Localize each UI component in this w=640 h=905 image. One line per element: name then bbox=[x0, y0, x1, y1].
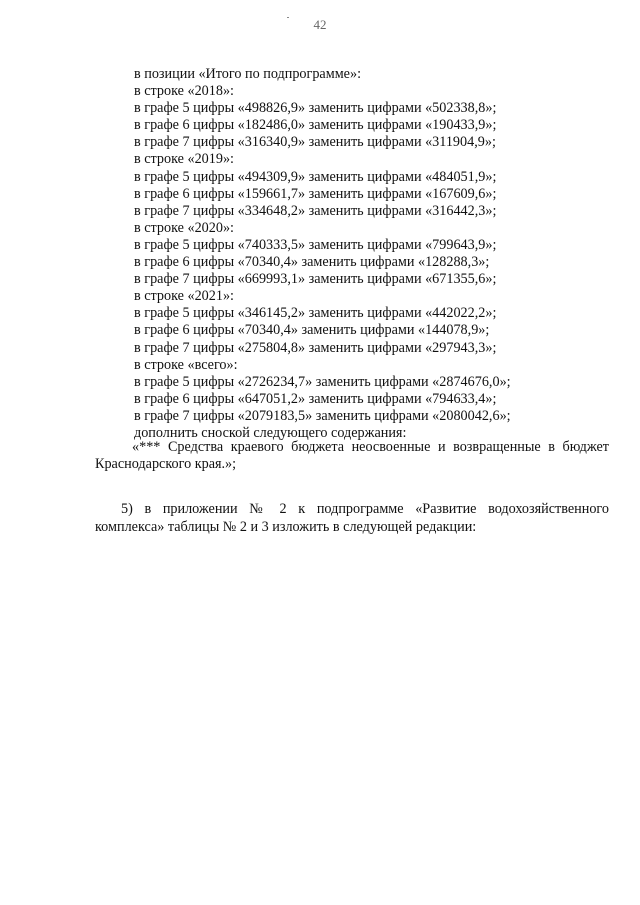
text-line: в графе 5 цифры «498826,9» заменить цифрами «502338,8»; bbox=[134, 100, 497, 117]
page-number: 42 bbox=[313, 17, 327, 32]
text-line: в строке «2021»: bbox=[134, 288, 234, 305]
text-line: в графе 7 цифры «275804,8» заменить цифрами «297943,3»; bbox=[134, 339, 497, 356]
text-line: в строке «всего»: bbox=[134, 356, 238, 373]
text-line: дополнить сноской следующего содержания: bbox=[134, 424, 407, 441]
text-line: в графе 7 цифры «316340,9» заменить цифрами «311904,9»; bbox=[134, 134, 496, 151]
text-line: в позиции «Итого по подпрограмме»: bbox=[134, 66, 362, 82]
text-line: в графе 6 цифры «182486,0» заменить цифрами «190433,9»; bbox=[134, 117, 497, 134]
text-line: в графе 5 цифры «740333,5» заменить цифрами «799643,9»; bbox=[134, 236, 497, 253]
footnote-line-1: «*** Средства краевого бюджета неосвоенные и возвращенные в бюджет bbox=[132, 439, 609, 455]
paragraph-5-line-2: комплекса» таблицы № 2 и 3 изложить в следующей редакции: bbox=[95, 519, 477, 535]
footnote-line-2: Краснодарского края.»; bbox=[95, 456, 237, 473]
paragraph-5-line-1: 5) в приложении № 2 к подпрограмме «Развитие водохозяйственного bbox=[121, 501, 609, 517]
text-line: в графе 7 цифры «669993,1» заменить цифрами «671355,6»; bbox=[134, 271, 497, 288]
text-line: в графе 6 цифры «647051,2» заменить цифрами «794633,4»; bbox=[134, 390, 497, 407]
text-line: в графе 7 цифры «334648,2» заменить цифрами «316442,3»; bbox=[134, 202, 497, 219]
text-line: в графе 6 цифры «70340,4» заменить цифрами «128288,3»; bbox=[134, 254, 490, 271]
text-line: в графе 7 цифры «2079183,5» заменить цифрами «2080042,6»; bbox=[134, 407, 511, 424]
text-line: в графе 6 цифры «70340,4» заменить цифрами «144078,9»; bbox=[134, 322, 490, 339]
footnote-text bbox=[95, 439, 609, 474]
text-line: в графе 5 цифры «494309,9» заменить цифрами «484051,9»; bbox=[134, 168, 497, 185]
text-line: в графе 5 цифры «346145,2» заменить цифрами «442022,2»; bbox=[134, 305, 497, 322]
text-line: в строке «2020»: bbox=[134, 219, 234, 236]
text-line: в графе 5 цифры «2726234,7» заменить цифрами «2874676,0»; bbox=[134, 373, 511, 390]
paragraph-5 bbox=[95, 500, 609, 536]
text-line: в строке «2018»: bbox=[134, 83, 234, 100]
amendment-list bbox=[134, 66, 614, 442]
text-line: в графе 6 цифры «159661,7» заменить цифрами «167609,6»; bbox=[134, 185, 497, 202]
text-line: в строке «2019»: bbox=[134, 151, 234, 168]
